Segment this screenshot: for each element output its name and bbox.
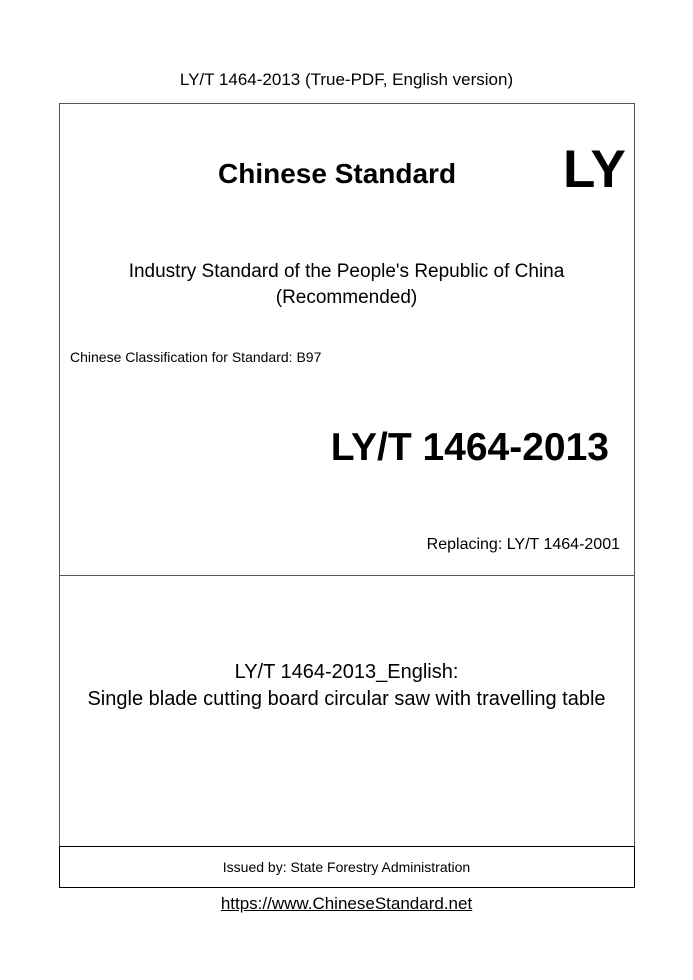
english-title-line-2: Single blade cutting board circular saw with travelling table <box>87 688 606 710</box>
standard-number: LY/T 1464-2013 <box>330 426 609 469</box>
english-title-line-1: LY/T 1464-2013_English: <box>234 661 459 683</box>
recommended-label: (Recommended) <box>275 287 418 308</box>
issued-by-label: Issued by: State Forestry Administration <box>222 859 471 875</box>
classification-label: Chinese Classification for Standard: B97 <box>70 349 322 365</box>
standard-mark: LY <box>563 140 626 199</box>
industry-line: Industry Standard of the People's Republic of China <box>128 261 565 282</box>
document-heading: Chinese Standard <box>218 158 457 189</box>
website-link-row <box>0 893 693 915</box>
replacing-label: Replacing: LY/T 1464-2001 <box>426 536 620 553</box>
website-link[interactable]: https://www.ChineseStandard.net <box>220 894 473 913</box>
page-header: LY/T 1464-2013 (True-PDF, English version) <box>179 70 514 89</box>
